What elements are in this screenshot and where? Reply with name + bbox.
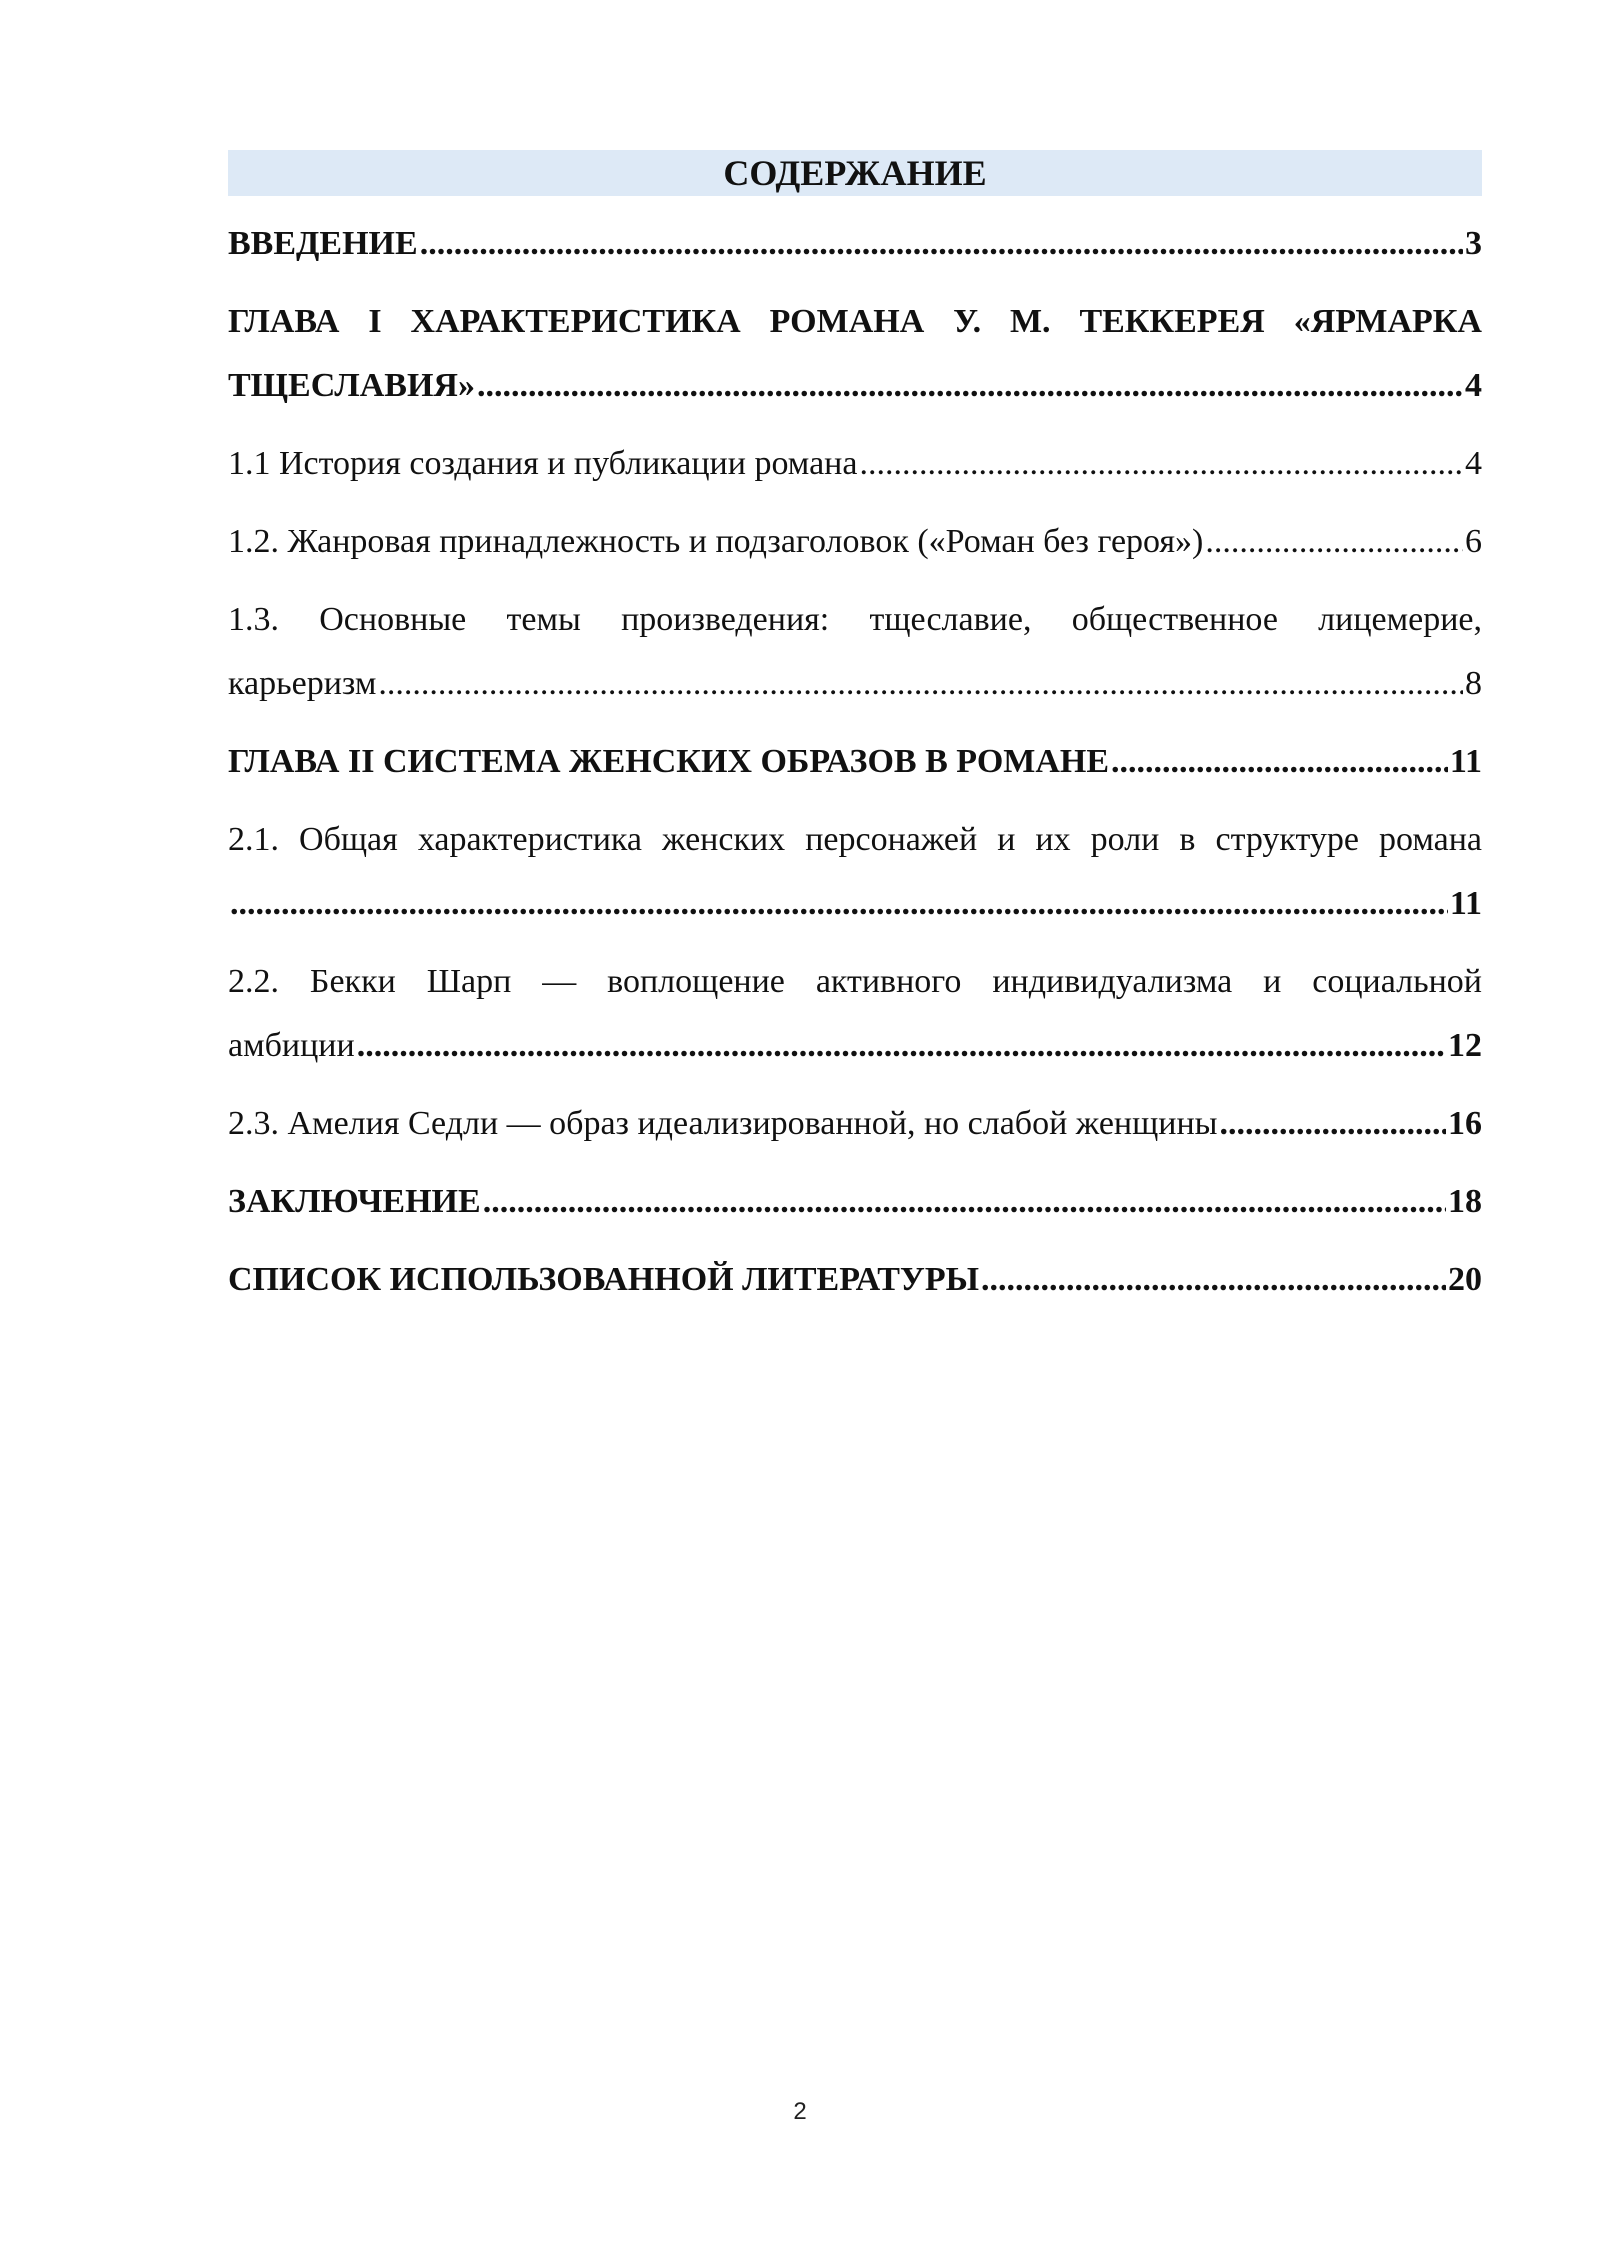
toc-leader-dots <box>378 652 1463 716</box>
toc-leader-dots <box>420 212 1463 276</box>
toc-entry-title: ГЛАВА II СИСТЕМА ЖЕНСКИХ ОБРАЗОВ В РОМАНЕ <box>228 743 1110 780</box>
toc-entry-page: 4 <box>1465 445 1482 482</box>
toc-leader-dots <box>981 1248 1446 1312</box>
toc-entry-section-1-1[interactable] <box>228 432 1482 496</box>
toc-entry-page: 8 <box>1465 665 1482 702</box>
document-page <box>228 150 1482 1326</box>
toc-entry-title: амбиции <box>228 1027 355 1064</box>
toc-entry-title: ТЩЕСЛАВИЯ» <box>228 367 475 404</box>
toc-entry-chapter-1[interactable] <box>228 290 1482 418</box>
toc-entry-chapter-2[interactable] <box>228 730 1482 794</box>
toc-entry-page: 11 <box>1449 885 1482 922</box>
toc-entry-conclusion[interactable] <box>228 1170 1482 1234</box>
toc-entry-page: 11 <box>1449 743 1482 780</box>
toc-entry-title: ВВЕДЕНИЕ <box>228 225 418 262</box>
toc-entry-page: 20 <box>1448 1261 1482 1298</box>
toc-entry-page: 18 <box>1448 1183 1482 1220</box>
toc-entry-introduction[interactable] <box>228 212 1482 276</box>
toc-entry-title: ЗАКЛЮЧЕНИЕ <box>228 1183 481 1220</box>
toc-entry-section-2-3[interactable] <box>228 1092 1482 1156</box>
toc-leader-dots <box>1220 1092 1446 1156</box>
toc-entry-title: 2.3. Амелия Седли — образ идеализированной, но слабой женщины <box>228 1105 1218 1142</box>
toc-entry-title-line1: ГЛАВА I ХАРАКТЕРИСТИКА РОМАНА У. М. ТЕККЕРЕЯ «ЯРМАРКА <box>228 303 1482 340</box>
toc-entry-title: карьеризм <box>228 665 377 702</box>
toc-entry-page: 3 <box>1465 225 1482 262</box>
toc-entry-section-1-3[interactable] <box>228 588 1482 716</box>
toc-entry-title-line1: 2.2. Бекки Шарп — воплощение активного индивидуализма и социальной <box>228 963 1482 1000</box>
toc-entry-title: 1.1 История создания и публикации романа <box>228 445 858 482</box>
toc-entry-page: 16 <box>1448 1105 1482 1142</box>
toc-leader-dots <box>1205 510 1463 574</box>
page-number: 2 <box>793 2098 807 2125</box>
toc-entry-page: 12 <box>1448 1027 1482 1064</box>
toc-leader-dots <box>1111 730 1448 794</box>
toc-leader-dots <box>230 872 1448 936</box>
toc-leader-dots <box>859 432 1463 496</box>
toc-entry-title-line1: 2.1. Общая характеристика женских персонажей и их роли в структуре романа <box>228 821 1482 858</box>
toc-leader-dots <box>357 1014 1446 1078</box>
toc-entry-section-2-1[interactable] <box>228 808 1482 936</box>
toc-entry-title: 1.2. Жанровая принадлежность и подзаголовок («Роман без героя») <box>228 523 1204 560</box>
toc-entry-bibliography[interactable] <box>228 1248 1482 1312</box>
toc-entry-section-2-2[interactable] <box>228 950 1482 1078</box>
toc-entry-title: СПИСОК ИСПОЛЬЗОВАННОЙ ЛИТЕРАТУРЫ <box>228 1261 979 1298</box>
toc-entry-page: 6 <box>1465 523 1482 560</box>
toc-entry-section-1-2[interactable] <box>228 510 1482 574</box>
toc-entry-page: 4 <box>1465 367 1482 404</box>
toc-entry-title-line1: 1.3. Основные темы произведения: тщеславие, общественное лицемерие, <box>228 601 1482 638</box>
toc-leader-dots <box>483 1170 1446 1234</box>
toc-leader-dots <box>477 354 1463 418</box>
toc-heading: СОДЕРЖАНИЕ <box>228 150 1482 196</box>
